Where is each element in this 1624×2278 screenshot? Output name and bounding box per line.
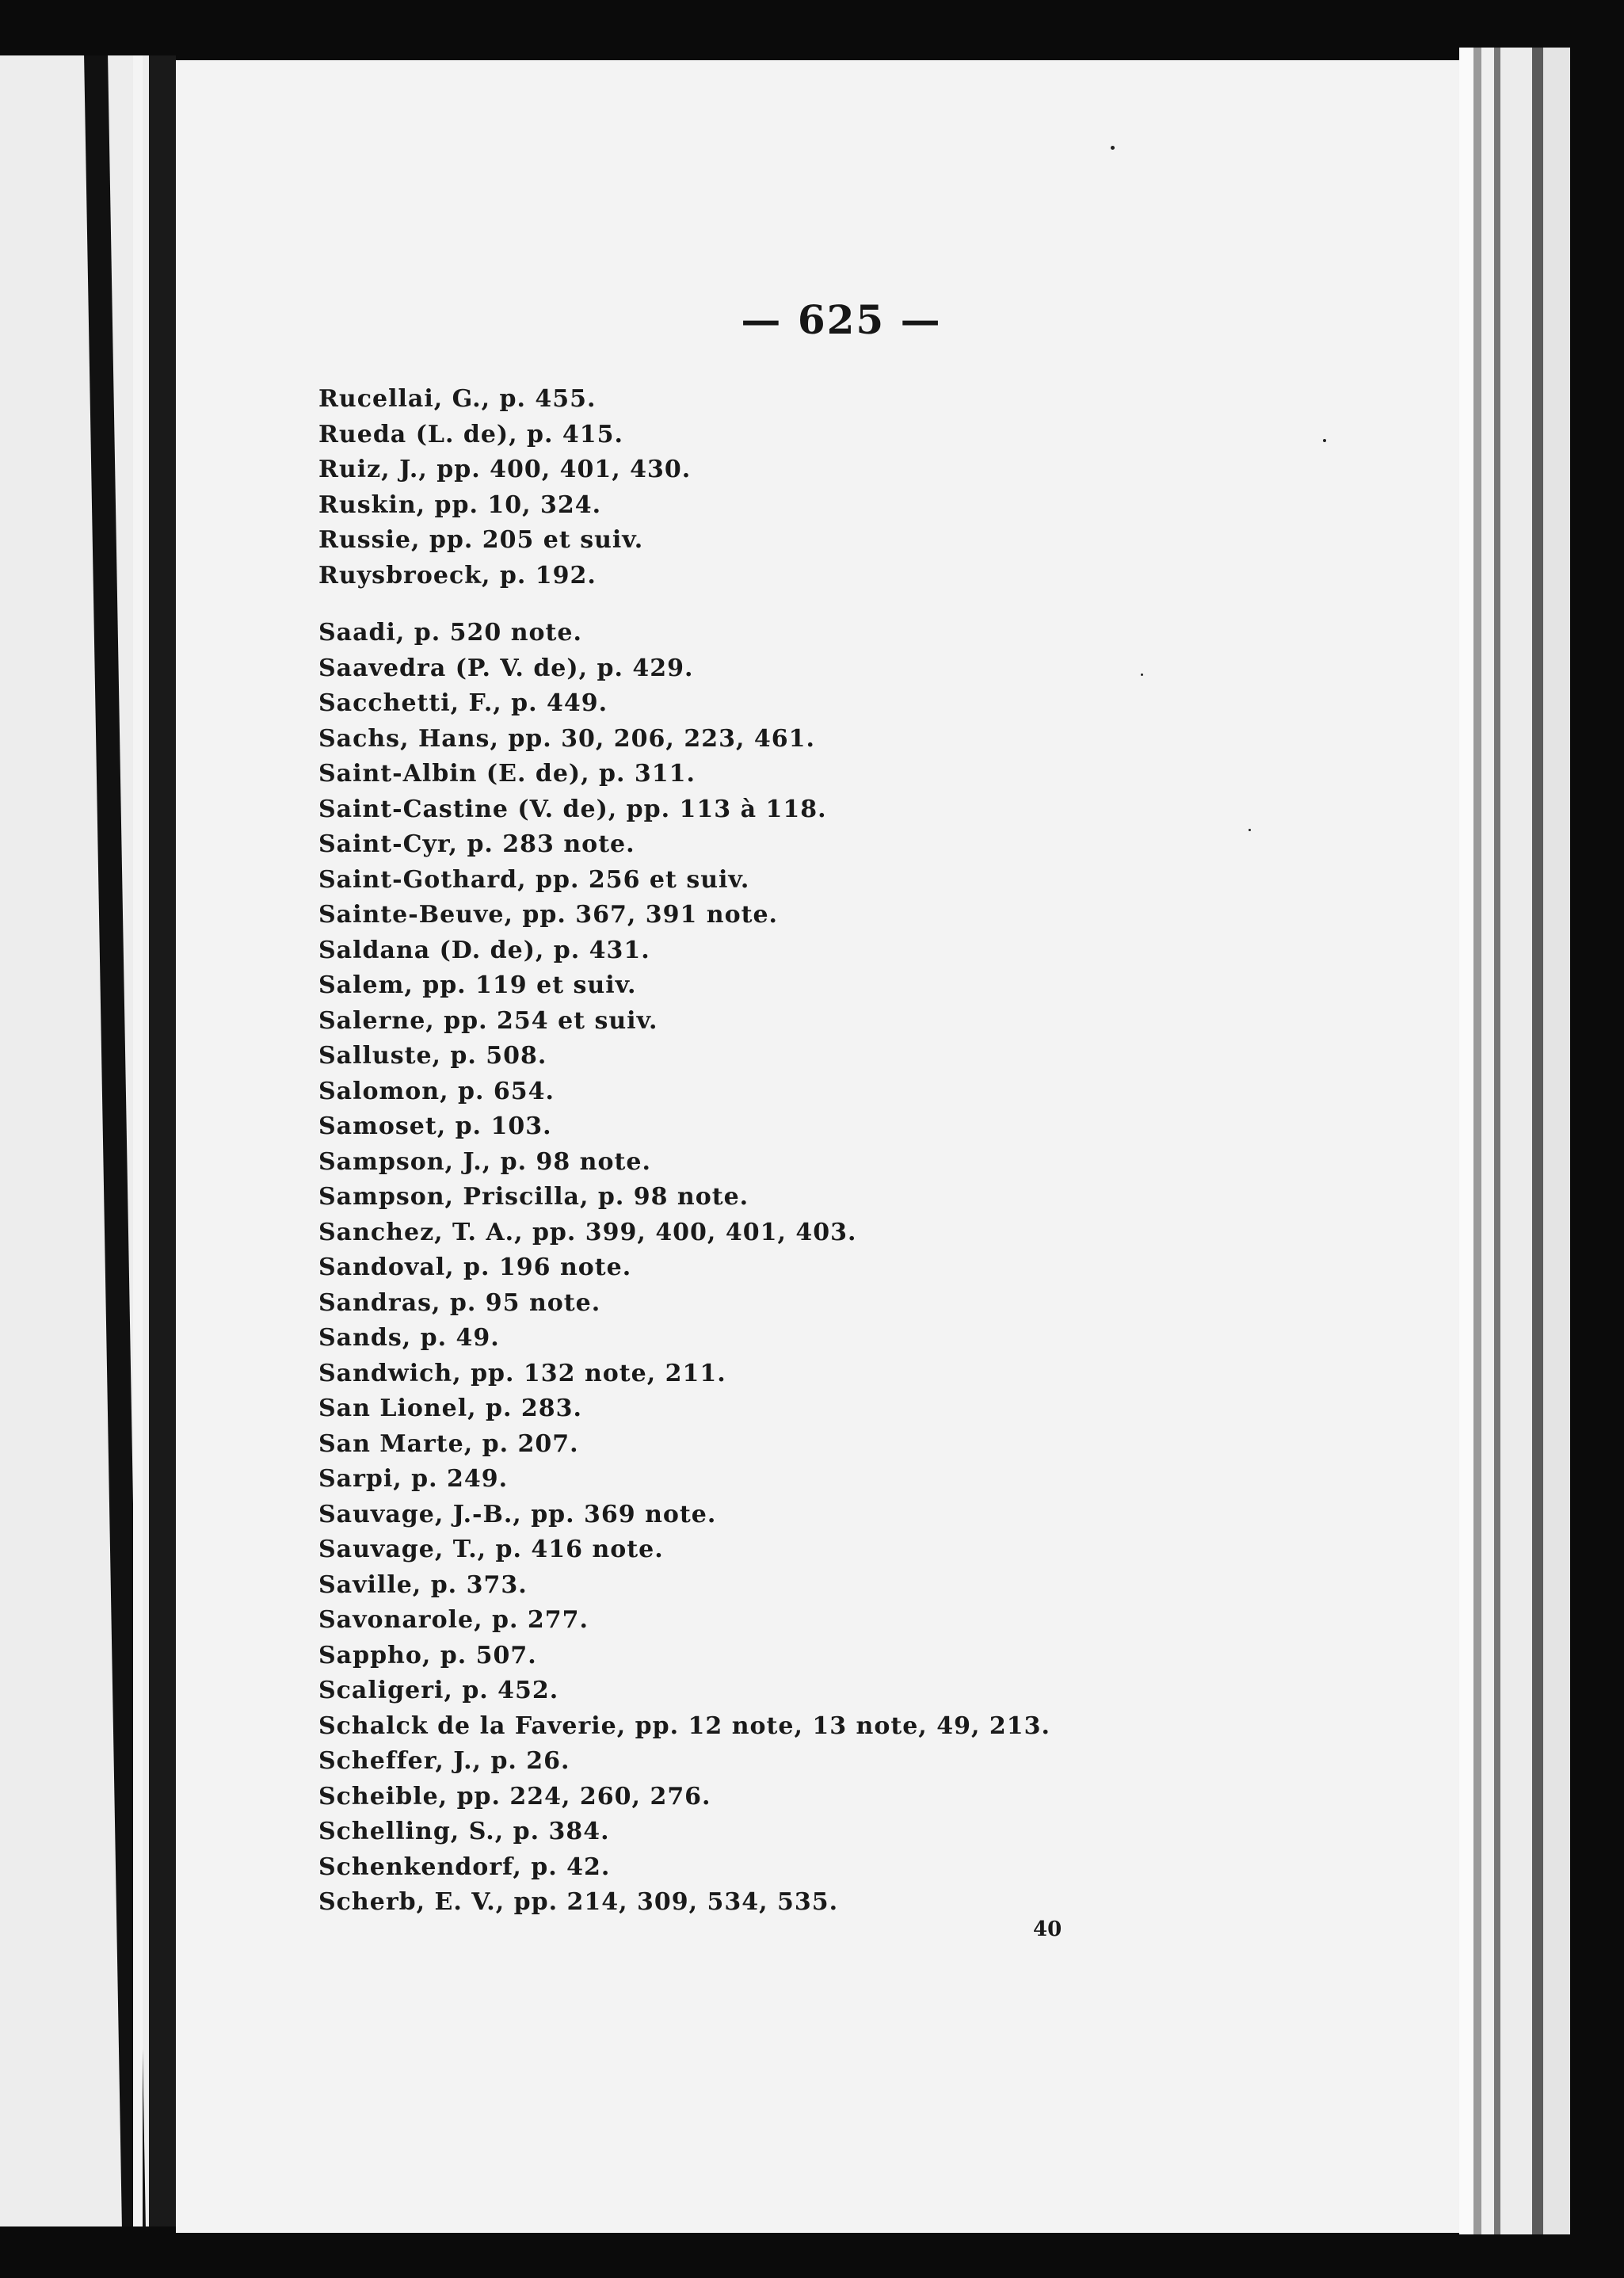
index-entry: Saint-Castine (V. de), pp. 113 à 118. [318,795,827,823]
index-entry: Salomon, p. 654. [318,1077,555,1105]
index-entry: Ruysbroeck, p. 192. [318,561,597,590]
index-entry: Sandwich, pp. 132 note, 211. [318,1359,726,1387]
index-entry: Sainte-Beuve, pp. 367, 391 note. [318,901,778,929]
index-entry: Sauvage, T., p. 416 note. [318,1536,664,1563]
index-entry: Sampson, Priscilla, p. 98 note. [318,1183,749,1211]
index-entry: Rueda (L. de), p. 415. [318,420,623,448]
index-entry: Scherb, E. V., pp. 214, 309, 534, 535. [318,1888,839,1916]
index-entry: Samoset, p. 103. [318,1112,552,1140]
ink-speck [1248,829,1251,831]
index-entry: San Lionel, p. 283. [318,1395,582,1422]
index-entry: Salem, pp. 119 et suiv. [318,971,637,999]
right-page-stack-edge [1459,48,1570,2234]
signature-mark: 40 [1033,1917,1062,1941]
index-entry: Savonarole, p. 277. [318,1606,589,1634]
index-entry: Sanchez, T. A., pp. 399, 400, 401, 403. [318,1218,857,1246]
index-entry: Salluste, p. 508. [318,1042,547,1070]
page-sheet [176,60,1459,2233]
index-entry: Ruiz, J., pp. 400, 401, 430. [318,456,692,483]
page-number: — 625 — [741,296,942,343]
index-entry: Scaligeri, p. 452. [318,1677,559,1704]
index-entry: Saint-Albin (E. de), p. 311. [318,760,696,788]
index-entry: Sampson, J., p. 98 note. [318,1147,651,1176]
index-entry: Sauvage, J.-B., pp. 369 note. [318,1500,717,1528]
index-entry: Schelling, S., p. 384. [318,1818,610,1845]
index-entry: Sachs, Hans, pp. 30, 206, 223, 461. [318,724,815,753]
index-entry: Sacchetti, F., p. 449. [318,689,608,717]
index-entry: Scheible, pp. 224, 260, 276. [318,1782,711,1811]
index-entry: Sandoval, p. 196 note. [318,1253,632,1281]
index-entry: Sappho, p. 507. [318,1641,537,1669]
ink-speck [1111,146,1115,150]
index-entry: Ruskin, pp. 10, 324. [318,490,602,519]
index-list [318,382,1050,1921]
page-edge-strip [133,55,143,2226]
index-entry: Saldana (D. de), p. 431. [318,936,650,964]
index-entry: Schalck de la Faverie, pp. 12 note, 13 note, 49, 213. [318,1711,1050,1740]
left-page-edge [0,55,174,2226]
ink-speck [1141,673,1143,676]
index-entry: Saint-Cyr, p. 283 note. [318,830,635,858]
ink-speck [1323,439,1326,442]
index-entry: Saville, p. 373. [318,1570,528,1599]
index-entry: Rucellai, G., p. 455. [318,385,597,413]
index-entry: Sarpi, p. 249. [318,1465,509,1493]
index-entry: Russie, pp. 205 et suiv. [318,526,644,554]
gutter-shadow [149,55,176,2226]
index-entry: Sands, p. 49. [318,1324,500,1352]
index-entry: San Marte, p. 207. [318,1429,579,1458]
index-entry: Schenkendorf, p. 42. [318,1853,611,1881]
index-entry: Scheffer, J., p. 26. [318,1747,570,1775]
index-entry: Sandras, p. 95 note. [318,1288,601,1317]
index-entry: Saadi, p. 520 note. [318,619,582,647]
index-entry: Saavedra (P. V. de), p. 429. [318,654,694,682]
index-entry: Salerne, pp. 254 et suiv. [318,1006,658,1035]
index-entry: Saint-Gothard, pp. 256 et suiv. [318,865,750,894]
